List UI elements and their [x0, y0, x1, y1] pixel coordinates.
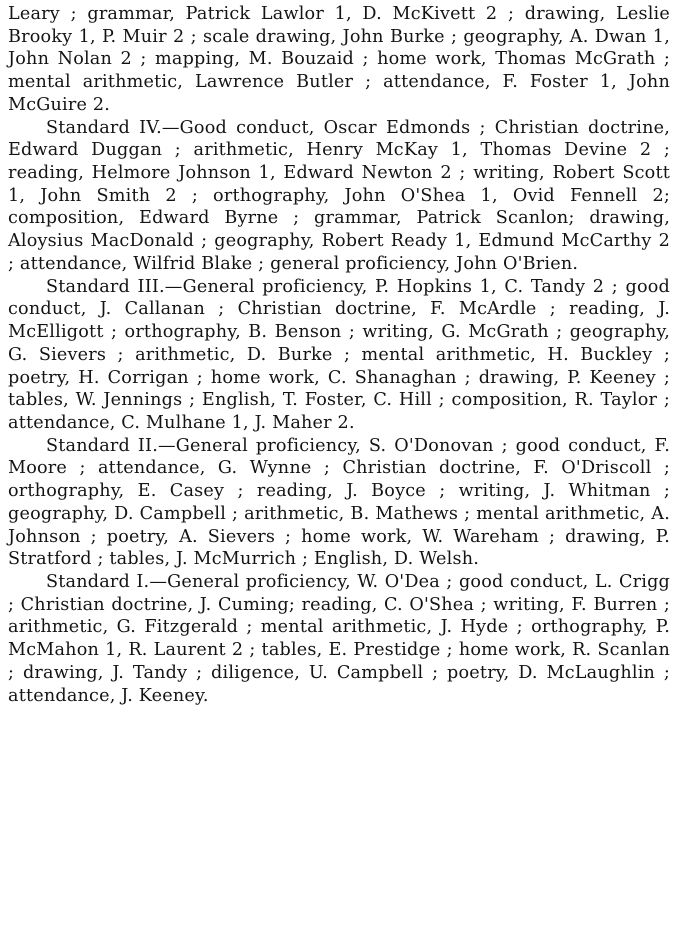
newspaper-column [8, 3, 670, 707]
prize-list-standard-iv: Standard IV.—Good conduct, Oscar Edmonds ; Christian doctrine, Edward Duggan ; arithmetic, Henry McKay 1, Thomas Devine 2 ; reading, Helmore Johnson 1, Edward Newton 2 ; writing, Robert Scott 1, John Smith 2 ; orthography, John O'Shea 1, Ovid Fennell 2; composition, Edward Byrne ; grammar, Patrick Scanlon; drawing, Aloysius MacDonald ; geography, Robert Ready 1, Edmund McCarthy 2 ; attendance, Wilfrid Blake ; general proficiency, John O'Brien. [8, 117, 670, 274]
prize-list-standard-v-continued: Leary ; grammar, Patrick Lawlor 1, D. McKivett 2 ; drawing, Leslie Brooky 1, P. Muir 2 ; scale drawing, John Burke ; geography, A. Dwan 1, John Nolan 2 ; mapping, M. Bouzaid ; home work, Thomas McGrath ; mental arithmetic, Lawrence Butler ; attendance, F. Foster 1, John McGuire 2. [8, 4, 670, 115]
prize-list-standard-ii: Standard II.—General proficiency, S. O'Donovan ; good conduct, F. Moore ; attendance, G. Wynne ; Christian doctrine, F. O'Driscoll ; orthography, E. Casey ; reading, J. Boyce ; writing, J. Whitman ; geography, D. Campbell ; arithmetic, B. Mathews ; mental arithmetic, A. Johnson ; poetry, A. Sievers ; home work, W. Wareham ; drawing, P. Stratford ; tables, J. McMurrich ; English, D. Welsh. [8, 435, 670, 570]
prize-list-standard-i: Standard I.—General proficiency, W. O'Dea ; good conduct, L. Crigg ; Christian doctrine, J. Cuming; reading, C. O'Shea ; writing, F. Burren ; arithmetic, G. Fitzgerald ; mental arithmetic, J. Hyde ; orthography, P. McMahon 1, R. Laurent 2 ; tables, E. Prestidge ; home work, R. Scanlan ; drawing, J. Tandy ; diligence, U. Campbell ; poetry, D. McLaughlin ; attendance, J. Keeney. [8, 571, 670, 706]
prize-list-standard-iii: Standard III.—General proficiency, P. Hopkins 1, C. Tandy 2 ; good conduct, J. Callanan ; Christian doctrine, F. McArdle ; reading, J. McElligott ; orthography, B. Benson ; writing, G. McGrath ; geography, G. Sievers ; arithmetic, D. Burke ; mental arithmetic, H. Buckley ; poetry, H. Corrigan ; home work, C. Shanaghan ; drawing, P. Keeney ; tables, W. Jennings ; English, T. Foster, C. Hill ; composition, R. Taylor ; attendance, C. Mulhane 1, J. Maher 2. [8, 276, 670, 433]
